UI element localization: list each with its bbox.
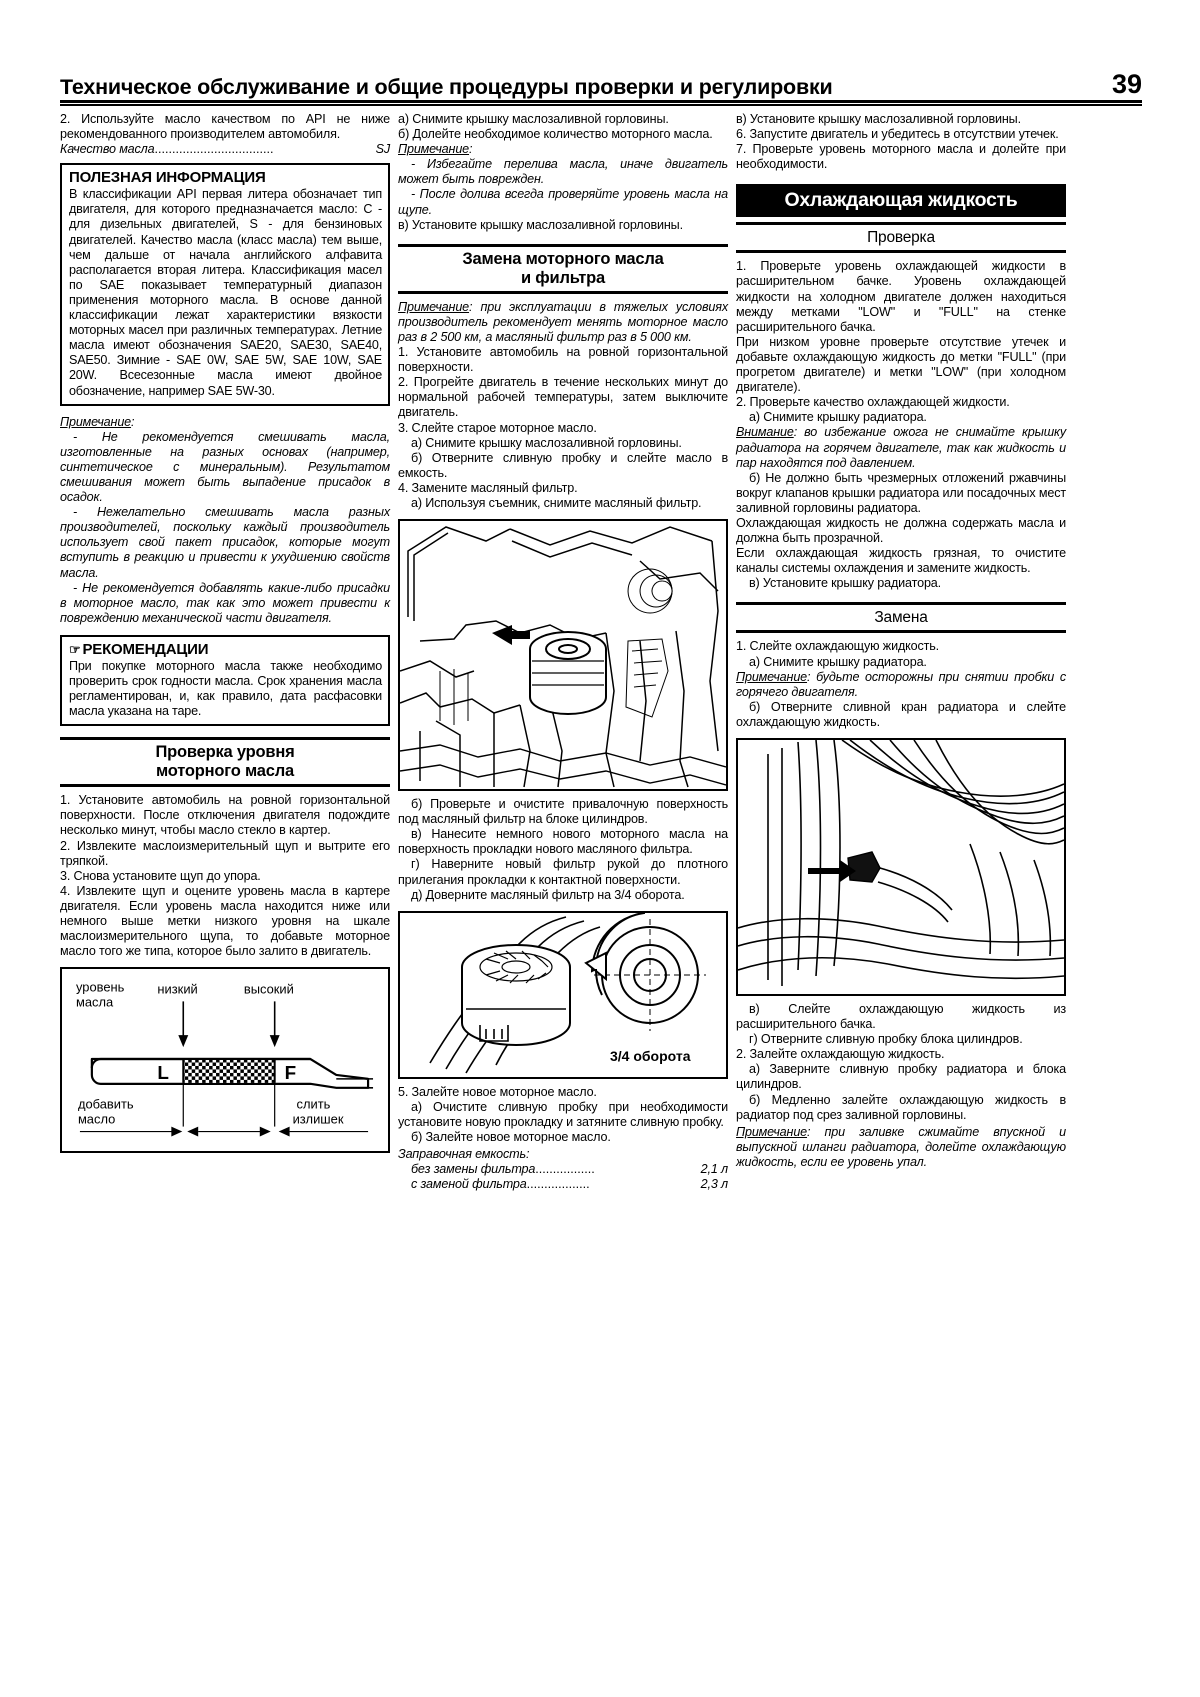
- oil-item-v-right: в) Установите крышку маслозаливной горловины.: [736, 112, 1021, 126]
- capacity-2-value: 2,3 л: [700, 1177, 728, 1192]
- capacity-2-label: с заменой фильтра: [411, 1177, 527, 1192]
- coolant-warning-label: Внимание: [736, 425, 794, 440]
- oil-change-note-label: Примечание: [398, 299, 470, 314]
- coolant-check-1: 1. Проверьте уровень охлаждающей жидкости в расширительном бачке. Уровень охлаждающей жидкости на холодном двигателе должен находиться между метками "LOW" и "FULL" на стенке расширительного бачка.: [736, 259, 1066, 334]
- coolant-replace-1a: а) Снимите крышку радиатора.: [749, 654, 927, 669]
- section-oil-level-line2: моторного масла: [155, 762, 295, 781]
- coolant-replace-note-2-body: : при заливке сжимайте впускной и выпускной шланги радиатора, долейте охлаждающую жидкость, если ее уровень упал.: [736, 1124, 1066, 1169]
- coolant-check-2b2: Охлаждающая жидкость не должна содержать масла и должна быть прозрачной.: [736, 515, 1066, 546]
- oil-check-step-3: 3. Снова установите щуп до упора.: [60, 868, 261, 883]
- dipstick-label-high: высокий: [243, 981, 294, 997]
- oil-change-note: [398, 300, 728, 345]
- recommendations-box: [60, 635, 390, 726]
- figure-filter-tightening: [398, 911, 728, 1079]
- oil-change-note-body: : при эксплуатации в тяжелых условиях производитель рекомендует менять моторное масло раз в 2 500 км, а масляный фильтр раз в 5 000 км.: [398, 299, 728, 344]
- dipstick-figure: [60, 967, 390, 1153]
- page-title: Техническое обслуживание и общие процедуры проверки и регулировки: [60, 74, 833, 99]
- note-label-text: Примечание: [60, 414, 132, 429]
- banner-coolant: Охлаждающая жидкость: [736, 184, 1066, 217]
- capacity-label: Заправочная емкость: [398, 1147, 526, 1162]
- recommendations-title: [69, 641, 382, 658]
- oil-item-2: 2. Используйте масло качеством по API не ниже рекомендованного производителем автомобиля.: [60, 112, 390, 142]
- coolant-check-2b3: Если охлаждающая жидкость грязная, то очистите каналы системы охлаждения и замените жидкость.: [736, 546, 1066, 576]
- note-2-item-1: - Избегайте перелива масла, иначе двигатель может быть поврежден.: [398, 157, 728, 187]
- coolant-replace-note-label: Примечание: [736, 669, 808, 684]
- coolant-check-2v: в) Установите крышку радиатора.: [749, 576, 942, 591]
- oil-add-item-a: а) Снимите крышку маслозаливной горловины.: [398, 112, 669, 126]
- oil-change-step-1: 1. Установите автомобиль на ровной горизонтальной поверхности.: [398, 345, 728, 375]
- section-coolant-check: [736, 222, 1066, 253]
- oil-change-step-6: 6. Запустите двигатель и убедитесь в отсутствии утечек.: [736, 127, 1059, 142]
- filter-tighten-diagram: [400, 913, 726, 1077]
- figure-caption-three-quarter-turn: 3/4 оборота: [610, 1047, 691, 1064]
- figure-oil-filter-location: [398, 519, 728, 791]
- oil-check-step-1: 1. Установите автомобиль на ровной горизонтальной поверхности. После отключения двигателя подождите несколько минут, чтобы масло стекло в картер.: [60, 793, 390, 838]
- section-coolant-replace: [736, 602, 1066, 633]
- recommendations-title-text: РЕКОМЕНДАЦИИ: [82, 640, 209, 658]
- coolant-replace-note: [736, 670, 1066, 700]
- oil-quality-label: Качество масла: [60, 142, 155, 157]
- header-divider: [60, 100, 1142, 106]
- oil-add-item-b: б) Долейте необходимое количество моторного масла.: [398, 127, 713, 142]
- coolant-check-1b: При низком уровне проверьте отсутствие утечек и добавьте охлаждающую жидкость до метки "FULL" (при прогретом двигателе) и метки "LOW" (при холодном двигателе).: [736, 334, 1066, 395]
- oil-add-item-v: в) Установите крышку маслозаливной горловины.: [398, 217, 683, 232]
- column-middle: [398, 112, 728, 1192]
- note-1-item-2: - Нежелательно смешивать масла разных производителей, поскольку каждый производитель использует свой пакет присадок, которые могут вступить в реакцию и привести к ухудшению свойств масла.: [60, 505, 390, 580]
- useful-information-box: [60, 163, 390, 405]
- coolant-check-2: 2. Проверьте качество охлаждающей жидкости.: [736, 395, 1010, 410]
- oil-change-step-3: 3. Слейте старое моторное масло.: [398, 420, 597, 435]
- radiator-drain-diagram: [738, 740, 1064, 994]
- coolant-replace-1: 1. Слейте охлаждающую жидкость.: [736, 639, 940, 654]
- coolant-check-2a: а) Снимите крышку радиатора.: [749, 410, 927, 425]
- capacity-1-label: без замены фильтра: [411, 1162, 536, 1177]
- oil-change-step-4a: а) Используя съемник, снимите масляный фильтр.: [411, 495, 702, 510]
- section-oil-change-line2: и фильтра: [520, 268, 606, 287]
- dipstick-label-low: низкий: [157, 981, 198, 997]
- coolant-replace-2b: б) Медленно залейте охлаждающую жидкость в радиатор под срез заливной горловины.: [736, 1092, 1066, 1122]
- dipstick-label-level-2: масла: [75, 994, 114, 1010]
- content-columns: [60, 112, 1142, 1652]
- dipstick-label-add-2: масло: [77, 1111, 116, 1127]
- coolant-replace-note-body: : будьте осторожны при снятии пробки с горячего двигателя.: [736, 669, 1066, 699]
- dipstick-label-drain-1: слить: [296, 1097, 331, 1113]
- capacity-row-2: [398, 1177, 728, 1192]
- oil-change-step-4v: в) Нанесите немного нового моторного масла на поверхность прокладки нового масляного фильтра.: [398, 827, 728, 857]
- coolant-replace-1g: г) Отверните сливную пробку блока цилиндров.: [749, 1032, 1023, 1047]
- oil-change-step-5a: а) Очистите сливную пробку при необходимости установите новую прокладку и затяните сливную пробку.: [398, 1099, 728, 1129]
- oil-change-step-4d: д) Доверните масляный фильтр на 3/4 оборота.: [411, 887, 685, 902]
- oil-change-step-4g: г) Наверните новый фильтр рукой до плотного прилегания прокладки к контактной поверхности.: [398, 857, 728, 887]
- oil-quality-leader: ..................................: [154, 142, 274, 157]
- capacity-1-value: 2,1 л: [700, 1162, 728, 1177]
- dipstick-label-level-1: уровень: [75, 979, 125, 995]
- oil-change-step-5b: б) Залейте новое моторное масло.: [411, 1130, 611, 1144]
- coolant-replace-2: 2. Залейте охлаждающую жидкость.: [736, 1047, 945, 1062]
- figure-radiator-drain: [736, 738, 1066, 996]
- coolant-replace-2a: а) Заверните сливную пробку радиатора и блока цилиндров.: [736, 1062, 1066, 1092]
- section-coolant-replace-title: Замена: [874, 609, 928, 627]
- note-1-item-3: - Не рекомендуется добавлять какие-либо присадки в моторное масло, так как это может привести к повреждению механической части двигателя.: [60, 580, 390, 625]
- oil-change-step-4: 4. Замените масляный фильтр.: [398, 480, 578, 495]
- engine-underside-diagram: [400, 521, 726, 789]
- note-1-item-1: - Не рекомендуется смешивать масла, изготовленные на разных основах (например, синтетическое с минеральным). Результатом смешивания может быть выпадение присадок в осадок.: [60, 429, 390, 505]
- useful-information-body: В классификации API первая литера обозначает тип двигателя, для которого предназначается масло: C - для дизельных двигателей, S - для бензиновых двигателей. Качество масла (класс масла) тем выше, чем дальше от начала английского алфавита располагается вторая литера. Классификация масел по SAE показывает температурный диапазон применения моторного масла. В основе данной классификации лежат характеристики вязкости моторных масел при различных температурах. Летние масла имеют обозначения SAE20, SAE30, SAE40, SAE50. Зимние - SAE 0W, SAE 5W, SAE 10W, SAE 20W. Всесезонные масла имеют двойное обозначение, например SAE 5W-30.: [69, 187, 382, 398]
- coolant-replace-note-2: [736, 1125, 1066, 1170]
- dipstick-mark-full: F: [284, 1062, 297, 1084]
- coolant-replace-1b: б) Отверните сливной кран радиатора и слейте охлаждающую жидкость.: [736, 699, 1066, 729]
- coolant-replace-1v: в) Слейте охлаждающую жидкость из расширительного бачка.: [736, 1002, 1066, 1032]
- coolant-replace-note-2-label: Примечание: [736, 1124, 808, 1139]
- section-oil-level-line1: Проверка уровня: [155, 743, 295, 762]
- capacity-row-1: [398, 1162, 728, 1177]
- note-label-1: Примечание:: [60, 414, 135, 429]
- oil-change-step-2: 2. Прогрейте двигатель в течение нескольких минут до нормальной рабочей температуры, затем выключите двигатель.: [398, 375, 728, 420]
- oil-change-step-4b: б) Проверьте и очистите привалочную поверхность под масляный фильтр на блоке цилиндров.: [398, 797, 728, 827]
- section-oil-level-check: [60, 737, 390, 787]
- oil-check-step-4: 4. Извлеките щуп и оцените уровень масла в картере двигателя. Если уровень масла находится ниже или немного выше метки низкого уровня на шкале маслоизмерительного щупа, то добавьте моторное масло того же типа, которое было залито в двигатель.: [60, 883, 390, 959]
- column-left: [60, 112, 390, 1153]
- page-header: [60, 52, 1142, 98]
- coolant-check-2b: б) Не должно быть чрезмерных отложений ржавчины вокруг клапанов крышки радиатора или посадочных мест заливной горловины радиатора.: [736, 470, 1066, 515]
- oil-change-step-5: 5. Залейте новое моторное масло.: [398, 1084, 597, 1099]
- note-label-2-text: Примечание: [398, 142, 470, 157]
- oil-quality-line: [60, 142, 390, 157]
- section-coolant-check-title: Проверка: [867, 229, 935, 247]
- oil-check-step-2: 2. Извлеките маслоизмерительный щуп и вытрите его тряпкой.: [60, 838, 390, 868]
- coolant-warning: [736, 425, 1066, 470]
- section-oil-change-line1: Замена моторного масла: [462, 249, 664, 268]
- capacity-label-line: Заправочная емкость:: [398, 1147, 530, 1162]
- pointer-icon: ☞: [69, 641, 81, 657]
- dipstick-label-add-1: добавить: [77, 1097, 134, 1113]
- column-right: [736, 112, 1066, 1170]
- coolant-warning-body: : во избежание ожога не снимайте крышку радиатора на горячем двигателе, так как жидкость и пар находятся под давлением.: [736, 425, 1066, 470]
- oil-quality-value: SJ: [375, 142, 390, 157]
- dipstick-label-drain-2: излишек: [292, 1111, 344, 1127]
- section-oil-and-filter-change: [398, 244, 728, 294]
- capacity-2-leader: ..................: [526, 1177, 590, 1192]
- oil-change-step-7: 7. Проверьте уровень моторного масла и долейте при необходимости.: [736, 142, 1066, 172]
- note-label-2: Примечание:: [398, 142, 473, 157]
- recommendations-body: При покупке моторного масла также необходимо проверить срок годности масла. Срок хранения масла регламентирован, и, как правило, дата расфасовки масла указана на таре.: [69, 658, 382, 719]
- note-2-item-2: - После долива всегда проверяйте уровень масла на щупе.: [398, 187, 728, 217]
- page-number: 39: [1111, 69, 1142, 99]
- oil-change-step-3b: б) Отверните сливную пробку и слейте масло в емкость.: [398, 450, 728, 480]
- dipstick-diagram: [70, 975, 380, 1147]
- oil-change-step-3a: а) Снимите крышку маслозаливной горловины.: [411, 435, 682, 450]
- capacity-1-leader: .................: [535, 1162, 595, 1177]
- useful-information-title: ПОЛЕЗНАЯ ИНФОРМАЦИЯ: [69, 169, 266, 187]
- dipstick-mark-low: L: [157, 1062, 169, 1084]
